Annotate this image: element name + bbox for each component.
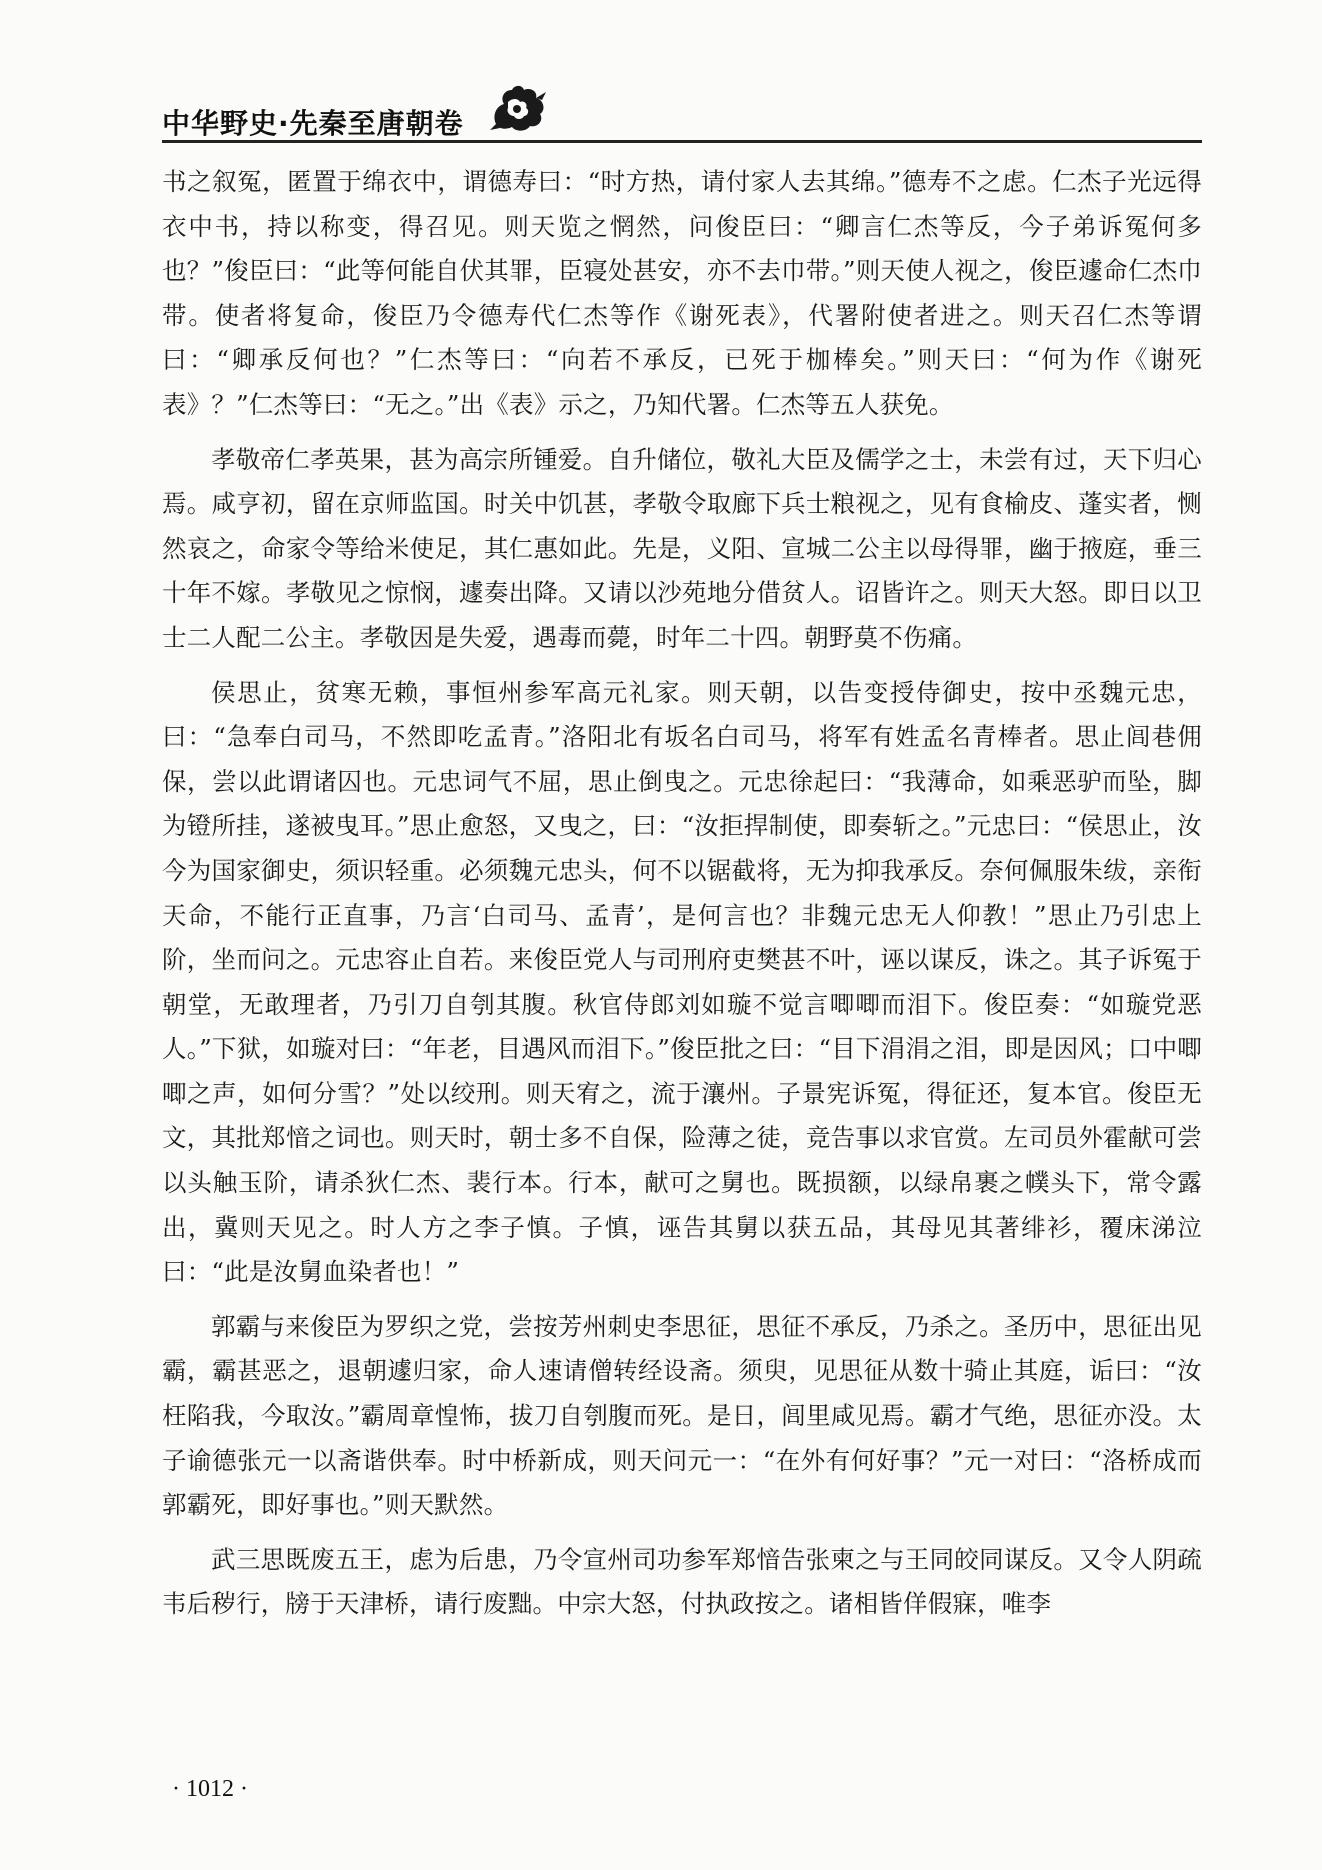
paragraph-1: 书之叙冤，匿置于绵衣中，谓德寿曰：“时方热，请付家人去其绵。”德寿不之虑。仁杰子光远得衣中书，持以称变，得召见。则天览之惘然，问俊臣曰：“卿言仁杰等反，今子弟诉冤何多也？”俊臣曰：“此等何能自伏其罪，臣寝处甚安，亦不去巾带。”则天使人视之，俊臣遽命仁杰巾带。使者将复命，俊臣乃令德寿代仁杰等作《谢死表》，代署附使者进之。则天召仁杰等谓曰：“卿承反何也？”仁杰等曰：“向若不承反，已死于枷棒矣。”则天曰：“何为作《谢死表》？”仁杰等曰：“无之。”出《表》示之，乃知代署。仁杰等五人获免。 [162, 167, 1202, 419]
paragraph-2: 孝敬帝仁孝英果，甚为高宗所锺爱。自升储位，敬礼大臣及儒学之士，未尝有过，天下归心焉。咸亨初，留在京师监国。时关中饥甚，孝敬令取廊下兵士粮视之，见有食榆皮、蓬实者，恻然哀之，命家令等给米使足，其仁惠如此。先是，义阳、宣城二公主以母得罪，幽于掖庭，垂三十年不嫁。孝敬见之惊悯，遽奏出降。又请以沙苑地分借贫人。诏皆许之。则天大怒。即日以卫士二人配二公主。孝敬因是失爱，遇毒而薨，时年二十四。朝野莫不伤痛。 [162, 444, 1202, 652]
main-text [162, 160, 1202, 1627]
running-header [162, 82, 1202, 142]
header-rule [162, 140, 1202, 143]
dragon-emblem-icon [488, 82, 550, 134]
paragraph-3: 侯思止，贫寒无赖，事恒州参军高元礼家。则天朝，以告变授侍御史，按中丞魏元忠，曰：“急奉白司马，不然即吃孟青。”洛阳北有坂名白司马，将军有姓孟名青棒者。思止闾巷佣保，尝以此谓诸囚也。元忠词气不屈，思止倒曳之。元忠徐起曰：“我薄命，如乘恶驴而坠，脚为镫所挂，遂被曳耳。”思止愈怒，又曳之，曰：“汝拒捍制使，即奏斩之。”元忠曰：“侯思止，汝今为国家御史，须识轻重。必须魏元忠头，何不以锯截将，无为抑我承反。奈何佩服朱绂，亲衔天命，不能行正直事，乃言‘白司马、孟青’，是何言也？非魏元忠无人仰教！”思止乃引忠上阶，坐而问之。元忠容止自若。来俊臣党人与司刑府吏樊甚不叶，诬以谋反，诛之。其子诉冤于朝堂，无敢理者，乃引刀自刳其腹。秋官侍郎刘如璇不觉言唧唧而泪下。俊臣奏：“如璇党恶人。”下狱，如璇对曰：“年老，目遇风而泪下。”俊臣批之曰：“目下涓涓之泪，即是因风；口中唧唧之声，如何分雪？”处以绞刑。则天宥之，流于瀼州。子景宪诉冤，得征还，复本官。俊臣无文，其批郑愔之词也。则天时，朝士多不自保，险薄之徒，竞告事以求官赏。左司员外霍献可尝以头触玉阶，请杀狄仁杰、裴行本。行本，献可之舅也。既损额，以绿帛裹之幞头下，常令露出，冀则天见之。时人方之李子慎。子慎，诬告其舅以获五品，其母见其著绯衫，覆床涕泣曰：“此是汝舅血染者也！” [162, 677, 1202, 1287]
book-title: 中华野史·先秦至唐朝卷 [162, 107, 464, 140]
paragraph-4: 郭霸与来俊臣为罗织之党，尝按芳州刺史李思征，思征不承反，乃杀之。圣历中，思征出见霸，霸甚恶之，退朝遽归家，命人速请僧转经设斋。须臾，见思征从数十骑止其庭，诟曰：“汝枉陷我，今取汝。”霸周章惶怖，拔刀自刳腹而死。是日，闾里咸见焉。霸才气绝，思征亦没。太子谕德张元一以斋谐供奉。时中桥新成，则天问元一：“在外有何好事？”元一对曰：“洛桥成而郭霸死，即好事也。”则天默然。 [162, 1311, 1202, 1520]
page-number: · 1012 · [172, 1776, 248, 1802]
paragraph-5: 武三思既废五王，虑为后患，乃令宣州司功参军郑愔告张柬之与王同皎同谋反。又令人阴疏韦后秽行，牓于天津桥，请行废黜。中宗大怒，付执政按之。诸相皆佯假寐，唯李 [162, 1544, 1202, 1619]
